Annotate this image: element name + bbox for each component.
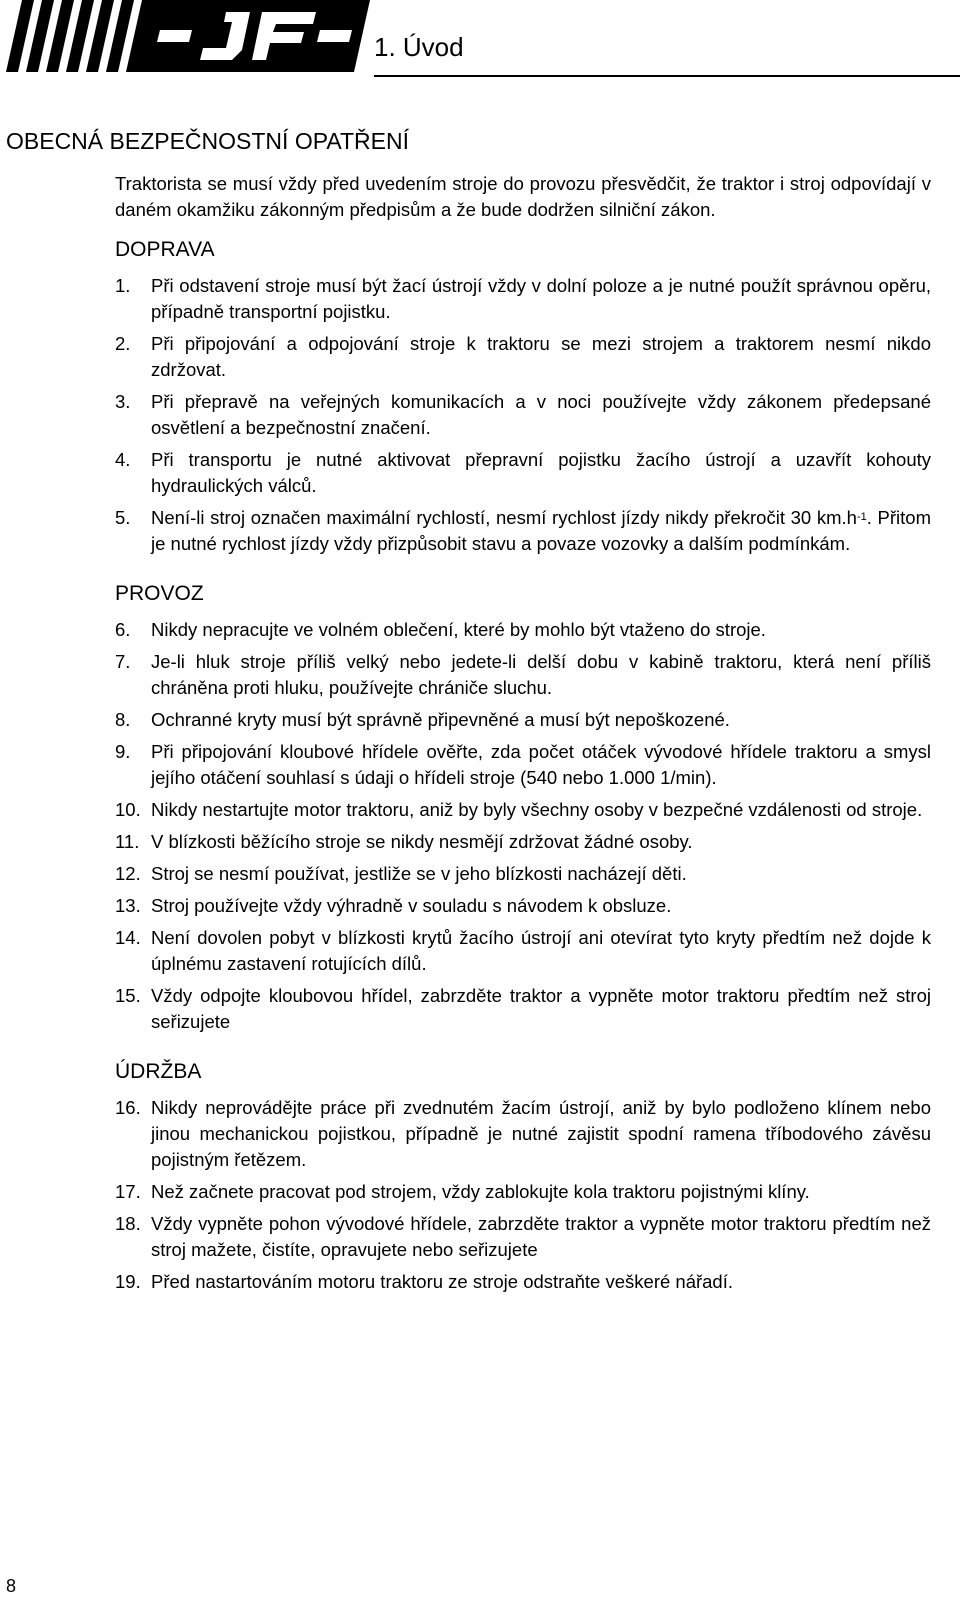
item-text: Je-li hluk stroje příliš velký nebo jedete-li delší dobu v kabině traktoru, která není příliš chráněna proti hluku, používejte chrániče sluchu. (151, 651, 931, 698)
item-text: Než začnete pracovat pod strojem, vždy zablokujte kola traktoru pojistnými klíny. (151, 1181, 810, 1202)
list-item (115, 1179, 931, 1205)
chapter-title: 1. Úvod (374, 32, 464, 62)
list-item (115, 649, 931, 701)
item-text: Při připojování a odpojování stroje k traktoru se mezi strojem a traktorem nesmí nikdo zdržovat. (151, 333, 931, 380)
item-text: Při přepravě na veřejných komunikacích a v noci používejte vždy zákonem předepsané osvětlení a bezpečnostní značení. (151, 391, 931, 438)
item-number: 13. (115, 895, 141, 916)
item-text: Před nastartováním motoru traktoru ze stroje odstraňte veškeré nářadí. (151, 1271, 734, 1292)
page-header (0, 0, 960, 80)
item-text: Nikdy nepracujte ve volném oblečení, které by mohlo být vtaženo do stroje. (151, 619, 766, 640)
doprava-list (115, 273, 931, 557)
item-number: 4. (115, 449, 131, 470)
udrzba-list (115, 1095, 931, 1295)
item-number: 7. (115, 651, 131, 672)
list-item (115, 861, 931, 887)
list-item (115, 893, 931, 919)
superscript: -1 (856, 511, 867, 523)
item-text-part: Není-li stroj označen maximální rychlostí, nesmí rychlost jízdy nikdy překročit 30 km.h (151, 507, 857, 528)
subheading-doprava: DOPRAVA (115, 238, 215, 261)
item-number: 6. (115, 619, 131, 640)
item-text: Vždy vypněte pohon vývodové hřídele, zabrzděte traktor a vypněte motor traktoru předtím než stroj mažete, čistíte, opravujete nebo seřizujete (151, 1213, 931, 1260)
item-text: Stroj se nesmí používat, jestliže se v jeho blízkosti nacházejí děti. (151, 863, 687, 884)
item-text-part: . Přitom je nutné rychlost jízdy vždy přizpůsobit stavu a povaze vozovky a dalším podmínkám. (151, 507, 932, 554)
list-item (115, 707, 931, 733)
item-text: V blízkosti běžícího stroje se nikdy nesmějí zdržovat žádné osoby. (151, 831, 693, 852)
list-item (115, 829, 931, 855)
item-text: Ochranné kryty musí být správně připevněné a musí být nepoškozené. (151, 709, 730, 730)
item-number: 14. (115, 927, 141, 948)
item-text: Nikdy neprovádějte práce při zvednutém žacím ústrojí, aniž by bylo podloženo klínem nebo jinou mechanickou pojistkou, případně je nutné zajistit spodní ramena tříbodového závěsu pojistným řetězem. (151, 1097, 931, 1170)
item-number: 15. (115, 985, 141, 1006)
list-item (115, 447, 931, 499)
item-text: Při odstavení stroje musí být žací ústrojí vždy v dolní poloze a je nutné použít správnou opěru, případně transportní pojistku. (151, 275, 931, 322)
item-text: Stroj používejte vždy výhradně v souladu s návodem k obsluze. (151, 895, 672, 916)
list-item (115, 1211, 931, 1263)
item-text: Při připojování kloubové hřídele ověřte, zda počet otáček vývodové hřídele traktoru a smysl jejího otáčení souhlasí s údaji o hřídeli stroje (540 nebo 1.000 1/min). (151, 741, 931, 788)
list-item (115, 505, 931, 557)
item-text: Při transportu je nutné aktivovat přepravní pojistku žacího ústrojí a uzavřít kohouty hydraulických válců. (151, 449, 931, 496)
list-item (115, 617, 931, 643)
item-number: 5. (115, 507, 131, 528)
provoz-list (115, 617, 931, 1035)
item-text (151, 505, 931, 557)
intro-paragraph: Traktorista se musí vždy před uvedením stroje do provozu přesvědčit, že traktor i stroj odpovídají v daném okamžiku zákonným předpisům a že bude dodržen silniční zákon. (115, 173, 931, 220)
item-number: 11. (115, 831, 140, 852)
item-text: Vždy odpojte kloubovou hřídel, zabrzděte traktor a vypněte motor traktoru předtím než stroj seřizujete (151, 985, 931, 1032)
item-number: 1. (115, 275, 131, 296)
list-item (115, 1269, 931, 1295)
item-number: 2. (115, 333, 131, 354)
header-divider (374, 75, 960, 77)
list-item (115, 983, 931, 1035)
page-number: 8 (6, 1576, 17, 1596)
item-text: Nikdy nestartujte motor traktoru, aniž by byly všechny osoby v bezpečné vzdálenosti od stroje. (151, 799, 923, 820)
list-item (115, 925, 931, 977)
list-item (115, 1095, 931, 1173)
document-body (115, 171, 931, 1301)
list-item (115, 797, 931, 823)
item-number: 16. (115, 1097, 141, 1118)
subheading-provoz: PROVOZ (115, 582, 204, 605)
jf-logo (0, 0, 370, 72)
item-number: 9. (115, 741, 131, 762)
item-number: 12. (115, 863, 141, 884)
item-number: 8. (115, 709, 131, 730)
item-number: 3. (115, 391, 131, 412)
list-item (115, 389, 931, 441)
item-number: 10. (115, 799, 141, 820)
section-title: OBECNÁ BEZPEČNOSTNÍ OPATŘENÍ (6, 128, 409, 154)
subheading-udrzba: ÚDRŽBA (115, 1060, 202, 1083)
list-item (115, 331, 931, 383)
item-number: 17. (115, 1181, 141, 1202)
item-text: Není dovolen pobyt v blízkosti krytů žacího ústrojí ani otevírat tyto kryty předtím než dojde k úplnému zastavení rotujících dílů. (151, 927, 931, 974)
item-number: 19. (115, 1271, 141, 1292)
item-number: 18. (115, 1213, 141, 1234)
list-item (115, 739, 931, 791)
list-item (115, 273, 931, 325)
